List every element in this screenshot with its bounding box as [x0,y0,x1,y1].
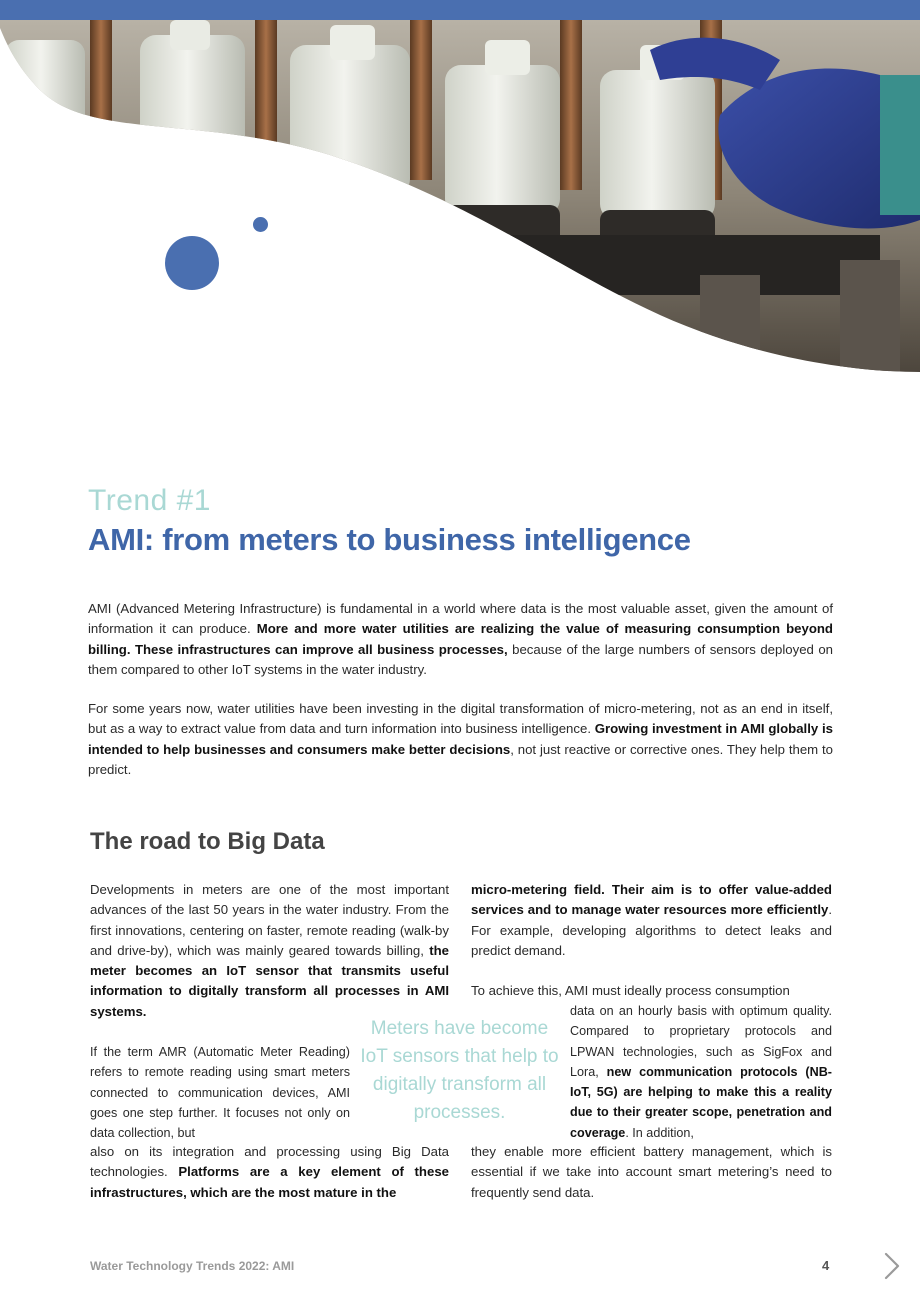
right-column-paragraph-2: To achieve this, AMI must ideally process consumption [471,983,790,998]
left-column-paragraph-1: Developments in meters are one of the most important advances of the last 50 years in the water industry. From the first innovations, centering on faster, remote reading (walk-by and drive-by), which was mainly geared towards billing, the meter becomes an IoT sensor that transmits useful information to digitally transform all processes in AMI systems. [90,882,449,1019]
section-title: The road to Big Data [90,828,325,855]
decorative-dot-small [253,217,268,232]
footer-document-title: Water Technology Trends 2022: AMI [90,1259,295,1273]
right-column-paragraph-1: micro-metering field. Their aim is to offer value-added services and to manage water resources more efficiently. For example, developing algorithms to detect leaks and predict demand. [471,882,832,958]
trend-label: Trend #1 [88,484,211,517]
hero-image [0,20,920,372]
intro-paragraph-2: For some years now, water utilities have been investing in the digital transformation of micro-metering, not as an end in itself, but as a way to extract value from data and turn information into business intelligence. Growing investment in AMI globally is intended to help businesses and consumers make better decisions, not just reactive or corrective ones. They help them to predict. [88,701,834,777]
left-column-paragraph-2-continued: also on its integration and processing using Big Data technologies. Platforms are a key element of these infrastructures, which are the most mature in the [90,1144,449,1200]
decorative-dot-large [165,236,219,290]
pull-quote: Meters have become IoT sensors that help to digitally transform all processes. [360,1018,559,1123]
chevron-right-icon[interactable] [880,1252,904,1280]
left-column-paragraph-2: If the term AMR (Automatic Meter Reading) refers to remote reading using smart meters connected to communication devices, AMI goes one step further. It focuses not only on data collection, but [90,1045,350,1141]
page-title: AMI: from meters to business intelligence [88,522,691,557]
right-column-paragraph-2-wrapped: data on an hourly basis with optimum quality. Compared to proprietary protocols and LPWAN technologies, such as SigFox and Lora, new communication protocols (NB-IoT, 5G) are helping to make this a reality due to their greater scope, penetration and coverage. In addition, [570,1004,832,1140]
intro-paragraph-1: AMI (Advanced Metering Infrastructure) is fundamental in a world where data is the most valuable asset, given the amount of information it can produce. More and more water utilities are realizing the value of measuring consumption beyond billing. These infrastructures can improve all business processes, because of the large numbers of sensors deployed on them compared to other IoT systems in the water industry. [88,601,834,677]
right-column-paragraph-2-continued: they enable more efficient battery management, which is essential if we take into account smart metering’s need to frequently send data. [471,1144,832,1200]
top-accent-bar [0,0,920,20]
page-number: 4 [822,1258,830,1273]
